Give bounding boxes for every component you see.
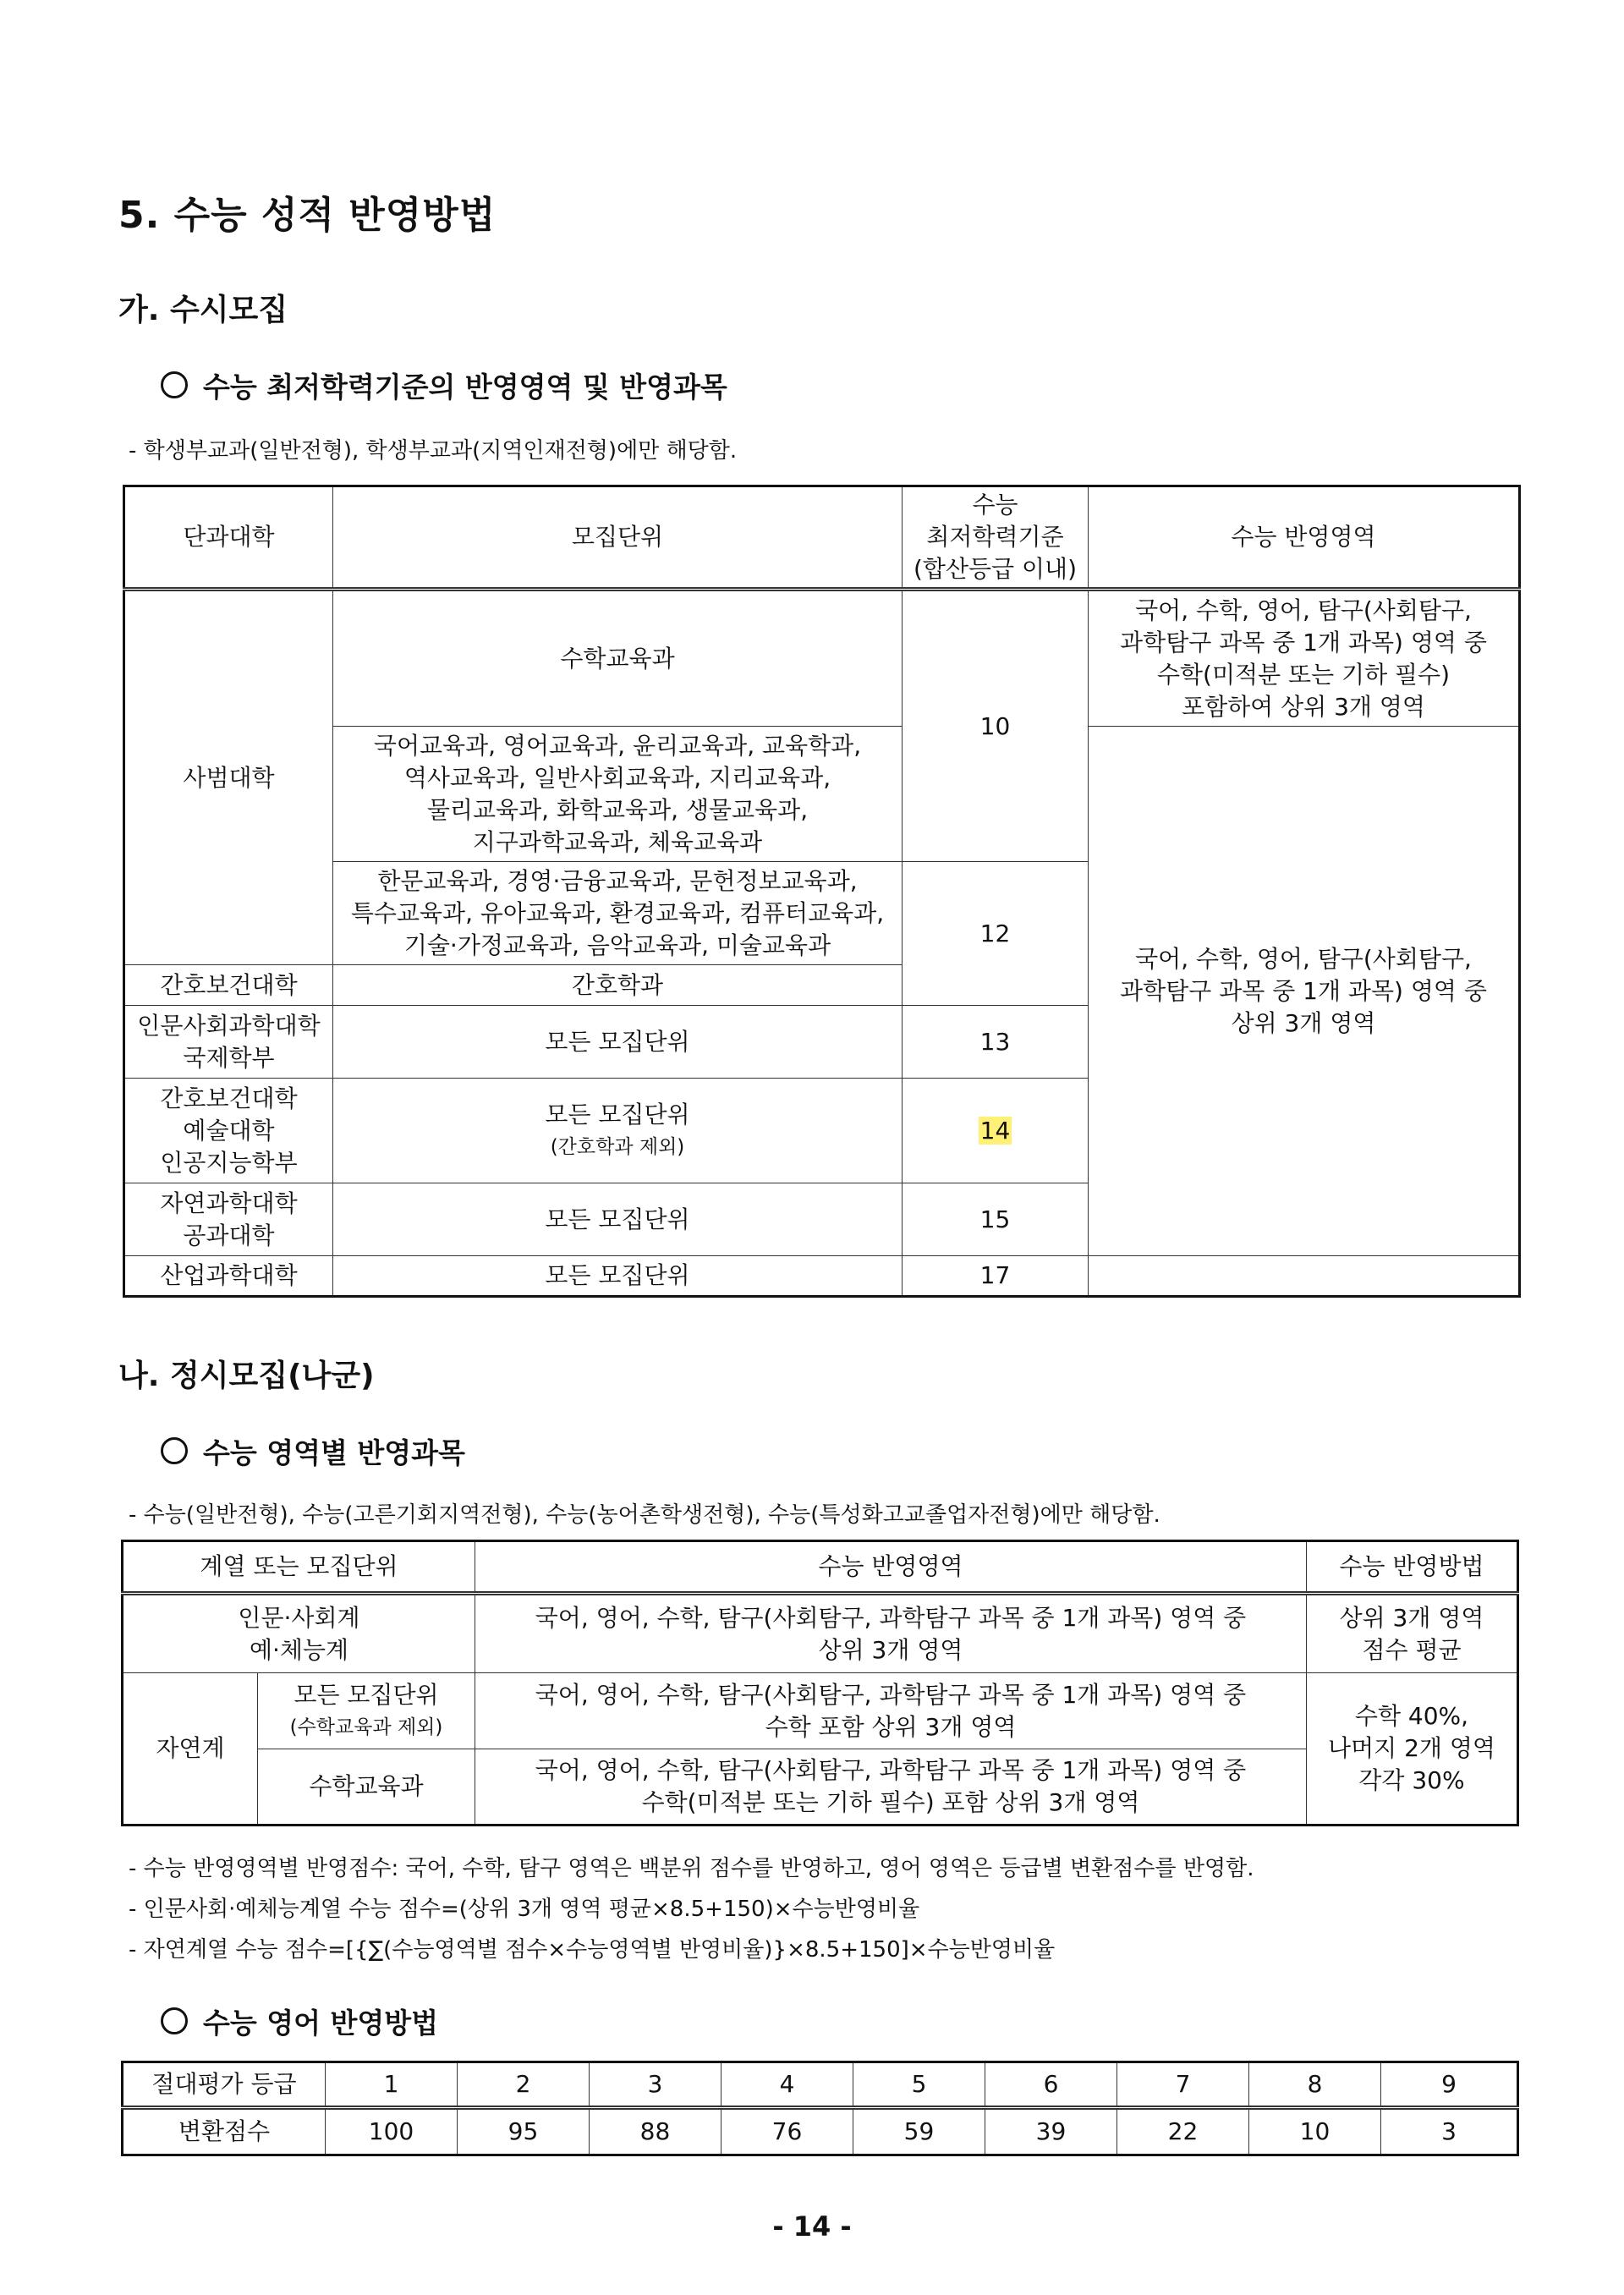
page-number: - 14 - (772, 2210, 852, 2243)
standard-17: 17 (903, 1256, 1089, 1297)
header-standard-line: 최저학력기준 (926, 523, 1064, 551)
circle-bullet-icon (161, 2007, 188, 2034)
college-15 (124, 1183, 333, 1256)
unit-math-education: 수학교육과 (333, 590, 903, 727)
science-group: 자연계 (123, 1673, 258, 1826)
unit-line: 물리교육과, 화학교육과, 생물교육과, (426, 795, 809, 824)
area-line: 수학(미적분 또는 기하 필수) 포함 상위 3개 영역 (641, 1788, 1140, 1816)
science-unit-all (258, 1673, 475, 1749)
standard-12: 12 (903, 862, 1089, 1006)
group-line: 인문·사회계 (238, 1603, 360, 1632)
science-area-all (475, 1673, 1307, 1749)
unit-note: (수학교육과 제외) (289, 1716, 443, 1738)
unit-line: 모든 모집단위 (294, 1680, 439, 1709)
english-subtitle-text: 수능 영어 반영방법 (203, 2007, 439, 2040)
unit-all-14 (333, 1079, 903, 1183)
susi-title: 가. 수시모집 (118, 293, 288, 327)
english-table (121, 2061, 1519, 2156)
header-standard (903, 486, 1089, 590)
jeongsi-title: 나. 정시모집(나군) (118, 1359, 375, 1393)
college-line: 자연과학대학 (160, 1189, 298, 1217)
header-area: 수능 반영영역 (475, 1541, 1307, 1594)
college-nursing: 간호보건대학 (124, 965, 333, 1006)
header-standard-line: (합산등급 이내) (913, 555, 1078, 583)
score-cell: 88 (590, 2108, 721, 2155)
header-group: 계열 또는 모집단위 (123, 1541, 475, 1594)
score-cell: 3 (1381, 2108, 1518, 2155)
area-line: 과학탐구 과목 중 1개 과목) 영역 중 (1120, 976, 1487, 1005)
grade-cell: 5 (853, 2062, 985, 2108)
header-area: 수능 반영영역 (1089, 486, 1520, 590)
unit-line: 국어교육과, 영어교육과, 윤리교육과, 교육학과, (373, 731, 862, 760)
jeongsi-subtitle (161, 1431, 465, 1471)
college-sabeom: 사범대학 (124, 590, 333, 965)
college-line: 인공지능학부 (160, 1148, 298, 1177)
standard-15: 15 (903, 1183, 1089, 1256)
unit-line: 기술·가정교육과, 음악교육과, 미술교육과 (403, 931, 831, 959)
unit-group-10 (333, 727, 903, 862)
area-line: 상위 3개 영역 (1231, 1008, 1376, 1037)
unit-all-13: 모든 모집단위 (333, 1006, 903, 1079)
grade-cell: 9 (1381, 2062, 1518, 2108)
unit-group-12 (333, 862, 903, 965)
science-method (1307, 1673, 1518, 1826)
header-college: 단과대학 (124, 486, 333, 590)
score-cell: 22 (1117, 2108, 1249, 2155)
area-line: 국어, 영어, 수학, 탐구(사회탐구, 과학탐구 과목 중 1개 과목) 영역 중 (535, 1603, 1247, 1632)
jeongsi-note-after: - 수능 반영영역별 반영점수: 국어, 수학, 탐구 영역은 백분위 점수를 반영하고, 영어 영역은 등급별 변환점수를 반영함. (129, 1856, 1254, 1881)
standard-10: 10 (903, 590, 1089, 862)
score-cell: 39 (985, 2108, 1117, 2155)
standard-14 (903, 1079, 1089, 1183)
susi-table (123, 485, 1521, 1298)
area-empty (1089, 1256, 1520, 1297)
score-cell: 95 (458, 2108, 590, 2155)
jeongsi-table (121, 1540, 1519, 1826)
susi-subtitle (161, 365, 727, 405)
area-line: 국어, 영어, 수학, 탐구(사회탐구, 과학탐구 과목 중 1개 과목) 영역 중 (535, 1680, 1247, 1709)
group-line: 예·체능계 (249, 1635, 349, 1664)
jeongsi-note-after: - 자연계열 수능 점수=[{∑(수능영역별 점수×수능영역별 반영비율)}×8.5+150]×수능반영비율 (129, 1937, 1056, 1963)
score-cell: 59 (853, 2108, 985, 2155)
grade-label: 절대평가 등급 (123, 2062, 326, 2108)
score-cell: 100 (326, 2108, 458, 2155)
grade-cell: 2 (458, 2062, 590, 2108)
area-line: 포함하여 상위 3개 영역 (1182, 692, 1425, 721)
college-line: 국제학부 (183, 1043, 275, 1072)
section-title: 5. 수능 성적 반영방법 (118, 194, 497, 237)
method-line: 나머지 2개 영역 (1328, 1734, 1495, 1762)
jeongsi-subtitle-text: 수능 영역별 반영과목 (203, 1436, 465, 1469)
header-standard-line: 수능 (972, 491, 1018, 519)
college-line: 인문사회과학대학 (137, 1011, 321, 1040)
method-line: 각각 30% (1358, 1766, 1465, 1794)
area-line: 국어, 수학, 영어, 탐구(사회탐구, (1135, 944, 1472, 973)
header-unit: 모집단위 (333, 486, 903, 590)
unit-line: 모든 모집단위 (545, 1100, 690, 1128)
area-line: 과학탐구 과목 중 1개 과목) 영역 중 (1120, 628, 1487, 656)
jeongsi-note: - 수능(일반전형), 수능(고른기회지역전형), 수능(농어촌학생전형), 수능(특성화고교졸업자전형)에만 해당함. (129, 1502, 1160, 1528)
humanities-group (123, 1594, 475, 1673)
grade-cell: 4 (721, 2062, 853, 2108)
area-line: 수학(미적분 또는 기하 필수) (1156, 660, 1451, 689)
unit-all-17: 모든 모집단위 (333, 1256, 903, 1297)
grade-cell: 8 (1249, 2062, 1381, 2108)
unit-line: 지구과학교육과, 체육교육과 (472, 827, 763, 856)
standard-13: 13 (903, 1006, 1089, 1079)
unit-line: 특수교육과, 유아교육과, 환경교육과, 컴퓨터교육과, (350, 898, 885, 927)
unit-note: (간호학과 제외) (550, 1135, 685, 1158)
grade-cell: 7 (1117, 2062, 1249, 2108)
humanities-method (1307, 1594, 1518, 1673)
college-14 (124, 1079, 333, 1183)
method-line: 수학 40%, (1354, 1702, 1469, 1730)
circle-bullet-icon (161, 371, 188, 398)
area-line: 수학 포함 상위 3개 영역 (765, 1712, 1017, 1741)
header-method: 수능 반영방법 (1307, 1541, 1518, 1594)
science-area-math (475, 1749, 1307, 1826)
humanities-area (475, 1594, 1307, 1673)
area-line: 국어, 영어, 수학, 탐구(사회탐구, 과학탐구 과목 중 1개 과목) 영역 중 (535, 1756, 1247, 1784)
grade-cell: 3 (590, 2062, 721, 2108)
susi-subtitle-text: 수능 최저학력기준의 반영영역 및 반영과목 (203, 371, 727, 404)
highlighted-value: 14 (979, 1116, 1011, 1145)
college-line: 간호보건대학 (160, 1084, 298, 1112)
college-line: 예술대학 (183, 1116, 275, 1145)
jeongsi-note-after: - 인문사회·예체능계열 수능 점수=(상위 3개 영역 평균×8.5+150)×수능반영비율 (129, 1897, 920, 1922)
score-cell: 10 (1249, 2108, 1381, 2155)
college-13 (124, 1006, 333, 1079)
grade-cell: 1 (326, 2062, 458, 2108)
area-line: 상위 3개 영역 (818, 1635, 963, 1664)
science-unit-math: 수학교육과 (258, 1749, 475, 1826)
score-cell: 76 (721, 2108, 853, 2155)
area-general (1089, 727, 1520, 1256)
unit-line: 한문교육과, 경영·금융교육과, 문헌정보교육과, (377, 866, 858, 895)
area-math-required (1089, 590, 1520, 727)
grade-cell: 6 (985, 2062, 1117, 2108)
english-subtitle (161, 2001, 438, 2041)
college-17: 산업과학대학 (124, 1256, 333, 1297)
method-line: 점수 평균 (1362, 1635, 1462, 1664)
unit-nursing: 간호학과 (333, 965, 903, 1006)
susi-note: - 학생부교과(일반전형), 학생부교과(지역인재전형)에만 해당함. (129, 438, 738, 464)
area-line: 국어, 수학, 영어, 탐구(사회탐구, (1135, 596, 1472, 624)
unit-line: 역사교육과, 일반사회교육과, 지리교육과, (403, 763, 831, 792)
circle-bullet-icon (161, 1437, 188, 1464)
college-line: 공과대학 (183, 1221, 275, 1249)
score-label: 변환점수 (123, 2108, 326, 2155)
unit-all-15: 모든 모집단위 (333, 1183, 903, 1256)
method-line: 상위 3개 영역 (1339, 1603, 1484, 1632)
